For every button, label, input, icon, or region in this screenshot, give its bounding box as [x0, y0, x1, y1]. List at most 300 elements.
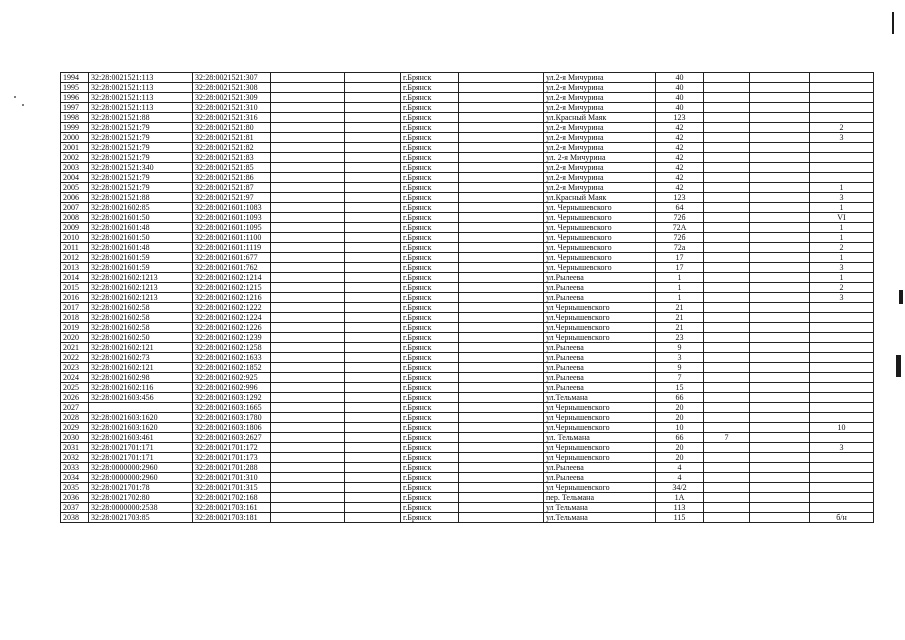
table-cell: г.Брянск	[401, 263, 459, 273]
table-row	[61, 93, 874, 103]
table-cell	[750, 143, 810, 153]
table-cell	[271, 513, 345, 523]
table-cell	[704, 203, 750, 213]
table-cell: 32:28:0021601:1095	[193, 223, 271, 233]
table-cell	[459, 103, 544, 113]
table-cell: 2020	[61, 333, 89, 343]
table-cell: 72а	[656, 243, 704, 253]
table-cell: 2009	[61, 223, 89, 233]
table-cell: ул. Чернышевского	[544, 203, 656, 213]
table-cell	[271, 233, 345, 243]
table-cell: 2031	[61, 443, 89, 453]
table-cell	[271, 223, 345, 233]
table-cell	[89, 403, 193, 413]
table-cell: 2025	[61, 383, 89, 393]
table-cell: 2006	[61, 193, 89, 203]
table-cell	[704, 83, 750, 93]
table-cell: 21	[656, 323, 704, 333]
table-cell	[810, 153, 874, 163]
table-cell: 32:28:0021603:461	[89, 433, 193, 443]
table-cell: 32:28:0021521:81	[193, 133, 271, 143]
table-cell: 32:28:0021601:50	[89, 233, 193, 243]
table-cell: 2	[810, 283, 874, 293]
table-cell: г.Брянск	[401, 303, 459, 313]
table-cell	[704, 483, 750, 493]
table-cell	[704, 293, 750, 303]
table-row	[61, 103, 874, 113]
table-cell: ул.Рылеева	[544, 293, 656, 303]
table-cell	[704, 233, 750, 243]
table-cell: ул Тельмана	[544, 503, 656, 513]
table-cell: 40	[656, 73, 704, 83]
table-cell	[345, 83, 401, 93]
table-cell: г.Брянск	[401, 513, 459, 523]
table-row	[61, 493, 874, 503]
table-cell: г.Брянск	[401, 453, 459, 463]
table-cell	[345, 283, 401, 293]
table-row	[61, 483, 874, 493]
table-cell: ул. Тельмана	[544, 433, 656, 443]
table-cell	[704, 113, 750, 123]
table-cell: 32:28:0021603:2627	[193, 433, 271, 443]
table-cell: 32:28:0021602:58	[89, 303, 193, 313]
table-row	[61, 503, 874, 513]
table-cell	[704, 243, 750, 253]
table-cell: г.Брянск	[401, 413, 459, 423]
table-cell: г.Брянск	[401, 83, 459, 93]
table-cell: б/н	[810, 513, 874, 523]
table-cell: 40	[656, 103, 704, 113]
table-cell: ул.2-я Мичурина	[544, 173, 656, 183]
table-cell	[750, 103, 810, 113]
table-cell	[271, 283, 345, 293]
table-cell	[459, 403, 544, 413]
table-cell	[459, 173, 544, 183]
table-cell: 1998	[61, 113, 89, 123]
table-cell	[750, 233, 810, 243]
table-cell	[459, 113, 544, 123]
table-cell	[459, 413, 544, 423]
table-cell: 1	[810, 203, 874, 213]
table-cell: 20	[656, 403, 704, 413]
table-cell	[345, 393, 401, 403]
table-row	[61, 143, 874, 153]
table-cell: 32:28:0021702:168	[193, 493, 271, 503]
table-cell: 32:28:0021601:1083	[193, 203, 271, 213]
table-cell: 10	[656, 423, 704, 433]
table-cell	[459, 83, 544, 93]
table-cell	[345, 183, 401, 193]
table-cell: 2036	[61, 493, 89, 503]
table-cell	[345, 363, 401, 373]
table-cell: 3	[810, 263, 874, 273]
table-cell	[345, 203, 401, 213]
table-cell: г.Брянск	[401, 143, 459, 153]
table-cell: 32:28:0021602:1213	[89, 273, 193, 283]
table-cell: ул.2-я Мичурина	[544, 83, 656, 93]
table-cell	[271, 313, 345, 323]
table-cell: ул.2-я Мичурина	[544, 73, 656, 83]
scan-edge-mark-top	[892, 12, 894, 34]
table-cell	[810, 473, 874, 483]
table-cell	[810, 163, 874, 173]
table-cell: ул Чернышевского	[544, 413, 656, 423]
table-cell	[271, 303, 345, 313]
table-cell	[810, 383, 874, 393]
table-cell: 32:28:0021602:925	[193, 373, 271, 383]
table-row	[61, 323, 874, 333]
table-cell	[750, 453, 810, 463]
table-cell: 32:28:0021521:340	[89, 163, 193, 173]
table-row	[61, 363, 874, 373]
table-cell	[750, 383, 810, 393]
table-cell: 32:28:0021603:1620	[89, 423, 193, 433]
table-cell	[459, 123, 544, 133]
table-cell: 2033	[61, 463, 89, 473]
table-cell	[271, 293, 345, 303]
table-cell: ул.2-я Мичурина	[544, 163, 656, 173]
table-cell: 32:28:0021602:1258	[193, 343, 271, 353]
table-cell	[271, 253, 345, 263]
table-cell: 32:28:0021521:88	[89, 113, 193, 123]
table-cell: 32:28:0021521:80	[193, 123, 271, 133]
table-row	[61, 403, 874, 413]
table-cell	[750, 173, 810, 183]
table-cell	[810, 93, 874, 103]
table-cell: г.Брянск	[401, 493, 459, 503]
table-cell	[750, 123, 810, 133]
table-cell: г.Брянск	[401, 73, 459, 83]
table-cell: г.Брянск	[401, 503, 459, 513]
table-cell	[750, 333, 810, 343]
table-cell: 2007	[61, 203, 89, 213]
table-cell: 1	[656, 283, 704, 293]
table-cell	[750, 413, 810, 423]
table-cell	[810, 403, 874, 413]
table-cell: 2008	[61, 213, 89, 223]
table-cell	[345, 323, 401, 333]
table-cell: 32:28:0021601:677	[193, 253, 271, 263]
table-cell: 32:28:0021521:85	[193, 163, 271, 173]
table-cell	[810, 143, 874, 153]
table-cell	[704, 423, 750, 433]
table-cell	[704, 283, 750, 293]
table-cell: 2013	[61, 263, 89, 273]
table-cell: 1	[810, 253, 874, 263]
table-cell: 1	[656, 293, 704, 303]
table-cell	[459, 233, 544, 243]
table-cell	[750, 363, 810, 373]
table-cell: 3	[656, 353, 704, 363]
table-row	[61, 413, 874, 423]
table-cell: 32:28:0021521:307	[193, 73, 271, 83]
table-cell: 2	[810, 243, 874, 253]
table-cell: ул Чернышевского	[544, 333, 656, 343]
table-cell: 2	[810, 123, 874, 133]
table-cell: ул.Тельмана	[544, 393, 656, 403]
table-cell	[750, 153, 810, 163]
table-cell	[271, 343, 345, 353]
table-cell	[704, 373, 750, 383]
table-cell: ул.Чернышевского	[544, 323, 656, 333]
table-cell: 32:28:0021521:79	[89, 183, 193, 193]
table-cell: 2038	[61, 513, 89, 523]
table-cell: г.Брянск	[401, 393, 459, 403]
table-cell	[704, 193, 750, 203]
table-cell: г.Брянск	[401, 153, 459, 163]
table-cell: 2028	[61, 413, 89, 423]
table-cell	[459, 323, 544, 333]
table-cell: г.Брянск	[401, 233, 459, 243]
table-cell: 9	[656, 343, 704, 353]
table-row	[61, 343, 874, 353]
table-cell	[750, 393, 810, 403]
table-row	[61, 333, 874, 343]
table-row	[61, 273, 874, 283]
table-cell: 32:28:0021521:79	[89, 133, 193, 143]
table-cell	[459, 393, 544, 403]
table-cell	[271, 413, 345, 423]
table-cell	[345, 313, 401, 323]
table-cell	[459, 353, 544, 363]
table-cell: 1995	[61, 83, 89, 93]
table-cell: 2005	[61, 183, 89, 193]
table-cell: 2023	[61, 363, 89, 373]
table-cell: 32:28:0021602:1213	[89, 293, 193, 303]
table-cell: ул. Чернышевского	[544, 243, 656, 253]
table-cell	[750, 313, 810, 323]
table-cell	[345, 453, 401, 463]
table-row	[61, 173, 874, 183]
table-cell	[750, 343, 810, 353]
table-cell: 2002	[61, 153, 89, 163]
table-cell: 20	[656, 443, 704, 453]
table-cell: 123	[656, 193, 704, 203]
table-cell: ул.2-я Мичурина	[544, 103, 656, 113]
table-cell	[271, 503, 345, 513]
table-cell	[271, 113, 345, 123]
table-cell	[271, 103, 345, 113]
table-cell	[704, 383, 750, 393]
table-cell: г.Брянск	[401, 423, 459, 433]
table-cell: г.Брянск	[401, 433, 459, 443]
table-cell: 3	[810, 443, 874, 453]
table-cell: 32:28:0021601:1100	[193, 233, 271, 243]
table-cell: г.Брянск	[401, 243, 459, 253]
table-cell: ул.Рылеева	[544, 463, 656, 473]
table-cell: 1	[810, 233, 874, 243]
table-cell	[750, 83, 810, 93]
table-cell: 2018	[61, 313, 89, 323]
table-cell	[810, 323, 874, 333]
table-cell	[750, 373, 810, 383]
table-cell	[271, 203, 345, 213]
table-row	[61, 113, 874, 123]
table-cell: 2010	[61, 233, 89, 243]
table-cell: 32:28:0021701:172	[193, 443, 271, 453]
table-cell: 1994	[61, 73, 89, 83]
scan-edge-mark-upper	[899, 290, 903, 304]
table-cell: 32:28:0000000:2538	[89, 503, 193, 513]
table-cell	[345, 353, 401, 363]
table-cell: 64	[656, 203, 704, 213]
table-cell: 32:28:0021521:310	[193, 103, 271, 113]
table-cell: 32:28:0021602:1633	[193, 353, 271, 363]
table-cell	[345, 373, 401, 383]
table-cell	[271, 133, 345, 143]
table-cell	[345, 413, 401, 423]
table-cell: г.Брянск	[401, 253, 459, 263]
table-cell	[810, 333, 874, 343]
table-cell: 32:28:0021521:113	[89, 103, 193, 113]
table-cell: 42	[656, 133, 704, 143]
table-cell	[810, 413, 874, 423]
table-cell	[459, 253, 544, 263]
table-cell	[810, 173, 874, 183]
table-cell	[704, 503, 750, 513]
table-cell: 32:28:0021521:309	[193, 93, 271, 103]
table-cell	[345, 513, 401, 523]
table-cell: 32:28:0021601:59	[89, 253, 193, 263]
table-cell	[459, 133, 544, 143]
table-cell	[345, 113, 401, 123]
table-cell: 32:28:0021701:288	[193, 463, 271, 473]
table-cell	[459, 273, 544, 283]
table-cell	[810, 73, 874, 83]
table-cell	[271, 463, 345, 473]
table-cell	[459, 203, 544, 213]
table-cell	[704, 133, 750, 143]
table-cell	[704, 253, 750, 263]
table-cell	[810, 83, 874, 93]
table-cell: 32:28:0021521:79	[89, 173, 193, 183]
table-cell: 32:28:0021602:1226	[193, 323, 271, 333]
table-cell: 32:28:0021602:58	[89, 313, 193, 323]
table-cell: ул. Чернышевского	[544, 223, 656, 233]
table-cell: 2012	[61, 253, 89, 263]
table-cell: г.Брянск	[401, 483, 459, 493]
table-cell: ул Чернышевского	[544, 453, 656, 463]
table-cell: 32:28:0021521:113	[89, 93, 193, 103]
table-cell: 40	[656, 83, 704, 93]
table-cell: 32:28:0021602:1239	[193, 333, 271, 343]
table-cell: 20	[656, 453, 704, 463]
scan-speck	[14, 96, 16, 98]
table-cell	[704, 103, 750, 113]
table-cell	[810, 503, 874, 513]
table-cell	[459, 163, 544, 173]
table-cell: г.Брянск	[401, 333, 459, 343]
table-cell: ул.Чернышевского	[544, 423, 656, 433]
table-cell: г.Брянск	[401, 213, 459, 223]
table-cell: 32:28:0021602:1852	[193, 363, 271, 373]
table-cell	[704, 143, 750, 153]
table-row	[61, 423, 874, 433]
table-cell	[271, 373, 345, 383]
table-cell: 42	[656, 173, 704, 183]
table-cell	[271, 213, 345, 223]
table-row	[61, 73, 874, 83]
table-cell	[345, 223, 401, 233]
table-cell: ул.Рылеева	[544, 353, 656, 363]
table-cell	[704, 473, 750, 483]
table-cell: 123	[656, 113, 704, 123]
scan-speck	[22, 104, 24, 106]
table-cell: 2030	[61, 433, 89, 443]
table-cell	[750, 473, 810, 483]
table-cell	[704, 403, 750, 413]
table-cell	[271, 483, 345, 493]
table-cell: 32:28:0021601:48	[89, 243, 193, 253]
table-cell: 32:28:0021701:78	[89, 483, 193, 493]
table-cell: 1	[810, 273, 874, 283]
table-cell	[345, 133, 401, 143]
table-cell	[271, 443, 345, 453]
table-cell	[345, 93, 401, 103]
table-cell	[704, 363, 750, 373]
table-cell: 3	[810, 293, 874, 303]
table-cell	[345, 423, 401, 433]
table-cell	[459, 513, 544, 523]
table-row	[61, 133, 874, 143]
table-cell: 42	[656, 123, 704, 133]
table-cell: 7	[656, 373, 704, 383]
table-row	[61, 83, 874, 93]
table-cell: 10	[810, 423, 874, 433]
table-cell	[271, 183, 345, 193]
table-row	[61, 193, 874, 203]
table-cell: 40	[656, 93, 704, 103]
table-cell	[345, 473, 401, 483]
table-cell: 2037	[61, 503, 89, 513]
table-row	[61, 123, 874, 133]
table-cell	[345, 163, 401, 173]
table-cell	[271, 273, 345, 283]
table-cell: 1	[810, 183, 874, 193]
table-cell	[459, 143, 544, 153]
table-cell	[810, 343, 874, 353]
table-cell: 2021	[61, 343, 89, 353]
table-cell: 32:28:0021701:173	[193, 453, 271, 463]
table-cell	[750, 503, 810, 513]
table-cell	[345, 383, 401, 393]
table-cell	[345, 73, 401, 83]
table-cell: г.Брянск	[401, 353, 459, 363]
table-cell: г.Брянск	[401, 443, 459, 453]
table-cell	[459, 423, 544, 433]
table-cell	[345, 333, 401, 343]
table-cell	[271, 333, 345, 343]
table-cell: 3	[810, 133, 874, 143]
table-cell	[704, 323, 750, 333]
table-row	[61, 313, 874, 323]
table-cell	[810, 483, 874, 493]
table-cell	[750, 263, 810, 273]
table-cell: г.Брянск	[401, 293, 459, 303]
table-cell	[750, 243, 810, 253]
table-cell	[750, 273, 810, 283]
table-cell	[750, 433, 810, 443]
table-cell	[704, 223, 750, 233]
table-cell: ул.Рылеева	[544, 473, 656, 483]
table-cell	[345, 493, 401, 503]
table-cell: ул. 2-я Мичурина	[544, 153, 656, 163]
table-row	[61, 283, 874, 293]
table-cell	[810, 463, 874, 473]
table-row	[61, 513, 874, 523]
table-cell: 72б	[656, 233, 704, 243]
table-cell	[750, 493, 810, 503]
